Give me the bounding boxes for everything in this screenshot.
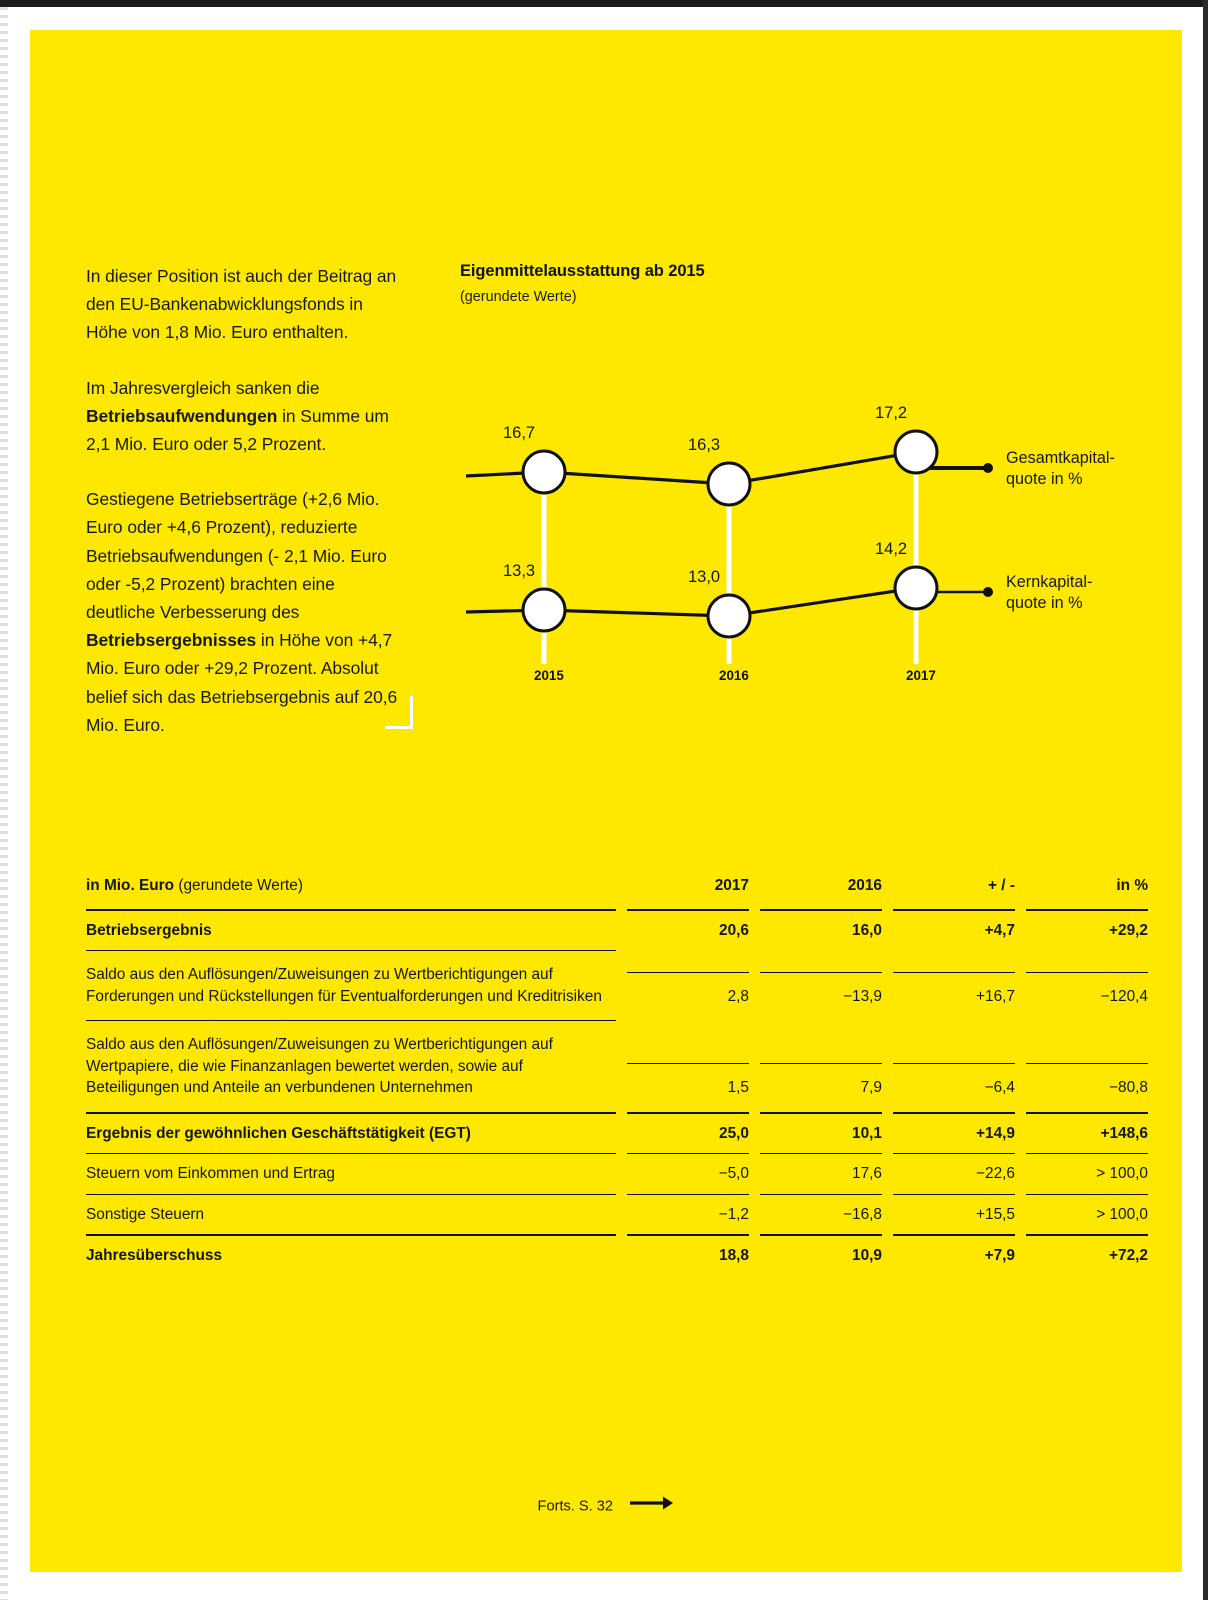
cell-gap-3	[882, 950, 893, 1020]
value-label-kern-2016: 13,0	[688, 568, 721, 586]
cell-2016: 17,6	[760, 1153, 882, 1194]
cell-gap-4	[1015, 909, 1026, 951]
cell-gap-4	[1015, 1020, 1026, 1112]
legend-kernkapitalquote	[1006, 572, 1092, 614]
cell-gap-2	[749, 1234, 760, 1276]
cell-pct: +148,6	[1026, 1112, 1148, 1154]
scan-left-perforation	[0, 7, 8, 1600]
table-header-row	[86, 866, 1148, 909]
cell-gap-4	[1015, 1194, 1026, 1235]
cell-2016: 10,1	[760, 1112, 882, 1154]
table-row	[86, 1112, 1148, 1154]
cell-gap-2	[749, 909, 760, 951]
header-cell-pct: in %	[1116, 877, 1148, 894]
paragraph-3-run-1: Gestiegene Betriebserträge (+2,6 Mio. Euro oder +4,6 Prozent), reduzierte Betriebsaufwendungen (- 2,1 Mio. Euro oder -5,2 Prozent) brachten eine deutliche Verbesserung des	[86, 489, 387, 623]
body-text-column	[86, 262, 408, 739]
chart-plot-area	[460, 324, 1120, 684]
header-label-strong: in Mio. Euro	[86, 877, 175, 894]
cell-label: Saldo aus den Auflösungen/Zuweisungen zu Wertberichtigungen auf Wertpapiere, die wie Finanzanlagen bewertet werden, sowie auf Beteiligungen und Anteile an verbundenen Unternehmen	[86, 1020, 616, 1112]
paragraph-2-run-1: Im Jahresvergleich sanken die	[86, 377, 320, 398]
cell-2016: −13,9	[760, 950, 882, 1020]
chart-svg	[460, 324, 1120, 684]
paragraph-2-run-2: Betriebsaufwendungen	[86, 405, 278, 426]
cell-diff: +15,5	[893, 1194, 1015, 1235]
value-label-gesamt-2015: 16,7	[503, 424, 536, 442]
legend-gesamt-line1: Gesamtkapital-	[1006, 449, 1115, 467]
cell-pct: −120,4	[1026, 950, 1148, 1020]
value-label-gesamt-2017: 17,2	[875, 404, 908, 422]
table-body	[86, 909, 1148, 1276]
cell-gap-4	[1015, 1153, 1026, 1194]
cell-gap-2	[749, 950, 760, 1020]
cell-gap-2	[749, 1112, 760, 1154]
cell-2016: 10,9	[760, 1234, 882, 1276]
document-page	[30, 30, 1182, 1572]
cell-pct: > 100,0	[1026, 1153, 1148, 1194]
table-head	[86, 866, 1148, 909]
cell-gap-3	[882, 1020, 893, 1112]
financial-table-wrapper	[86, 866, 1148, 1276]
cell-gap-4	[1015, 950, 1026, 1020]
cell-gap-4	[1015, 1112, 1026, 1154]
paragraph-1-run-1: In dieser Position ist auch der Beitrag an den EU-Bankenabwicklungsfonds in Höhe von 1,8 Mio. Euro enthalten.	[86, 266, 397, 343]
paragraph-1	[86, 262, 408, 347]
cell-label: Ergebnis der gewöhnlichen Geschäftstätigkeit (EGT)	[86, 1112, 616, 1154]
cell-2017: 20,6	[627, 909, 749, 951]
cell-gap-3	[882, 1153, 893, 1194]
cell-2016: 7,9	[760, 1020, 882, 1112]
cell-label: Betriebsergebnis	[86, 909, 616, 951]
cell-diff: +16,7	[893, 950, 1015, 1020]
legend-leader-kernkapitalquote	[930, 587, 993, 597]
markers-gesamtkapitalquote	[523, 431, 937, 505]
header-gap-4	[1015, 866, 1026, 909]
chart-title: Eigenmittelausstattung ab 2015	[460, 262, 705, 280]
table-row	[86, 1194, 1148, 1235]
marker-gesamt-2017	[895, 431, 937, 473]
table-row	[86, 1153, 1148, 1194]
chart-block	[460, 262, 1120, 682]
header-cell-2016: 2016	[847, 877, 882, 894]
cell-pct: +29,2	[1026, 909, 1148, 951]
financial-table	[86, 866, 1148, 1276]
cell-diff: +4,7	[893, 909, 1015, 951]
continuation-text: Forts. S. 32	[537, 1498, 613, 1515]
cell-diff: +7,9	[893, 1234, 1015, 1276]
header-gap-3	[882, 866, 893, 909]
continuation-note	[538, 1495, 675, 1518]
cell-pct: +72,2	[1026, 1234, 1148, 1276]
cell-label: Saldo aus den Auflösungen/Zuweisungen zu Wertberichtigungen auf Forderungen und Rückstellungen für Eventualforderungen und Kreditrisiken	[86, 950, 616, 1020]
cell-pct: −80,8	[1026, 1020, 1148, 1112]
value-label-kern-2015: 13,3	[503, 562, 536, 580]
cell-gap-1	[616, 1020, 627, 1112]
paragraph-3-run-2: Betriebsergebnisses	[86, 630, 257, 651]
cell-2017: 2,8	[627, 950, 749, 1020]
header-cell-label	[86, 866, 616, 909]
paragraph-3	[86, 485, 408, 739]
cell-gap-2	[749, 1153, 760, 1194]
value-label-gesamt-2016: 16,3	[688, 436, 721, 454]
cell-gap-4	[1015, 1234, 1026, 1276]
cell-label: Steuern vom Einkommen und Ertrag	[86, 1153, 616, 1194]
cell-2017: 1,5	[627, 1020, 749, 1112]
legend-gesamt-line2: quote in %	[1006, 470, 1083, 488]
marker-gesamt-2015	[523, 451, 565, 493]
header-cell-diff: + / -	[988, 877, 1015, 894]
marker-kern-2017	[895, 567, 937, 609]
table-row	[86, 909, 1148, 951]
chart-subtitle: (gerundete Werte)	[460, 289, 577, 305]
arrow-right-icon	[630, 1495, 674, 1516]
legend-leader-gesamtkapitalquote	[930, 463, 993, 473]
scan-top-edge-bar	[0, 0, 1208, 7]
header-cell-2017: 2017	[714, 877, 749, 894]
marker-kern-2015	[523, 589, 565, 631]
cell-gap-3	[882, 1194, 893, 1235]
table-row	[86, 1020, 1148, 1112]
cell-2016: −16,8	[760, 1194, 882, 1235]
cell-label: Sonstige Steuern	[86, 1194, 616, 1235]
cell-gap-1	[616, 1194, 627, 1235]
cell-gap-3	[882, 1112, 893, 1154]
axis-label-2016: 2016	[719, 668, 749, 683]
axis-label-2015: 2015	[534, 668, 564, 683]
cell-2017: −1,2	[627, 1194, 749, 1235]
cell-gap-1	[616, 909, 627, 951]
cell-2017: 18,8	[627, 1234, 749, 1276]
cell-label: Jahresüberschuss	[86, 1234, 616, 1276]
cell-gap-2	[749, 1020, 760, 1112]
legend-gesamtkapitalquote	[1006, 448, 1115, 490]
cell-gap-1	[616, 1234, 627, 1276]
paragraph-3-run-3: in Höhe von +4,7 Mio. Euro oder +29,2 Prozent. Absolut belief sich das Betriebsergebnis auf 20,6 Mio. Euro.	[86, 630, 398, 735]
cell-diff: +14,9	[893, 1112, 1015, 1154]
cell-pct: > 100,0	[1026, 1194, 1148, 1235]
cell-diff: −6,4	[893, 1020, 1015, 1112]
cell-gap-1	[616, 950, 627, 1020]
header-gap-2	[749, 866, 760, 909]
legend-kern-line1: Kernkapital-	[1006, 573, 1093, 591]
axis-label-2017: 2017	[906, 668, 936, 683]
header-gap-1	[616, 866, 627, 909]
cell-diff: −22,6	[893, 1153, 1015, 1194]
legend-kern-line2: quote in %	[1006, 594, 1083, 612]
header-label-light: (gerundete Werte)	[174, 877, 303, 894]
marker-gesamt-2016	[708, 463, 750, 505]
marker-kern-2016	[708, 595, 750, 637]
table-row	[86, 1234, 1148, 1276]
cell-2017: −5,0	[627, 1153, 749, 1194]
scan-right-edge-bar	[1203, 0, 1208, 1600]
crop-mark	[385, 696, 413, 729]
value-label-kern-2017: 14,2	[875, 540, 908, 558]
paragraph-2	[86, 374, 408, 459]
cell-gap-3	[882, 909, 893, 951]
cell-gap-1	[616, 1112, 627, 1154]
cell-gap-1	[616, 1153, 627, 1194]
cell-2016: 16,0	[760, 909, 882, 951]
cell-gap-2	[749, 1194, 760, 1235]
paragraph-2-run-3: in Summe um 2,1 Mio. Euro oder 5,2 Prozent.	[86, 405, 389, 455]
table-row	[86, 950, 1148, 1020]
cell-gap-3	[882, 1234, 893, 1276]
cell-2017: 25,0	[627, 1112, 749, 1154]
page-footer	[30, 1495, 1182, 1518]
